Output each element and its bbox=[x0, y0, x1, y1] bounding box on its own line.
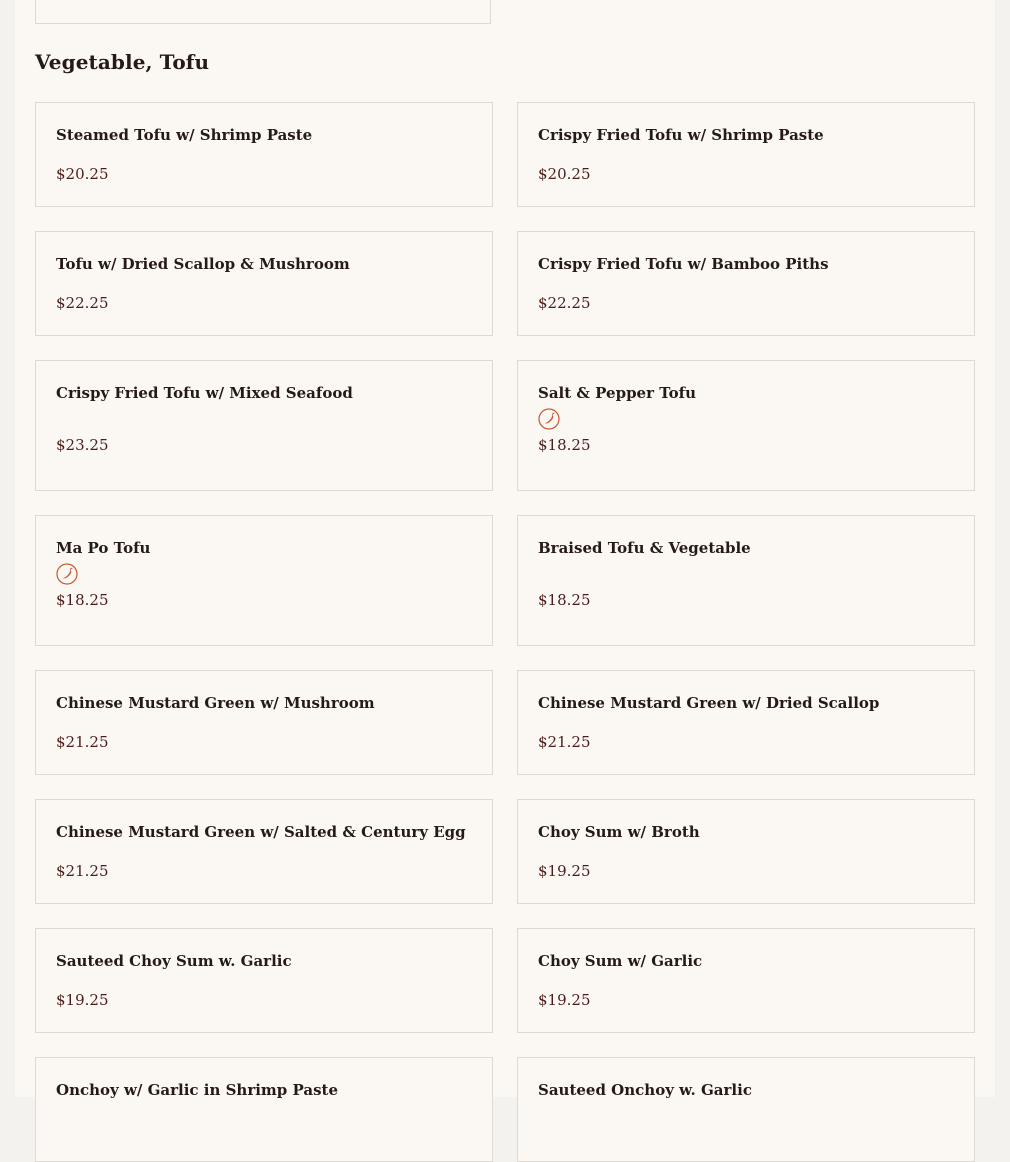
menu-item-name: Crispy Fried Tofu w/ Bamboo Piths bbox=[538, 255, 829, 273]
icon-spacer bbox=[538, 558, 954, 590]
spicy-pepper-icon bbox=[538, 408, 560, 430]
menu-item-name: Crispy Fried Tofu w/ Shrimp Paste bbox=[538, 126, 824, 144]
menu-item-card[interactable] bbox=[35, 360, 493, 491]
menu-item-name: Tofu w/ Dried Scallop & Mushroom bbox=[56, 255, 350, 273]
menu-item-card[interactable] bbox=[35, 231, 493, 336]
menu-item-name: Crispy Fried Tofu w/ Mixed Seafood bbox=[56, 384, 353, 402]
menu-item-card[interactable] bbox=[35, 928, 493, 1033]
menu-item-price: $18.25 bbox=[538, 436, 591, 454]
menu-item-card[interactable] bbox=[35, 799, 493, 904]
icon-spacer bbox=[56, 403, 472, 435]
menu-item-grid bbox=[35, 102, 975, 1162]
menu-item-name: Chinese Mustard Green w/ Dried Scallop bbox=[538, 694, 880, 712]
previous-section-card[interactable] bbox=[35, 0, 491, 24]
menu-item-card[interactable] bbox=[35, 515, 493, 646]
menu-item-price: $21.25 bbox=[538, 733, 591, 751]
menu-item-card[interactable] bbox=[517, 231, 975, 336]
menu-item-price: $21.25 bbox=[56, 733, 109, 751]
menu-item-price: $22.25 bbox=[538, 294, 591, 312]
spice-indicator bbox=[56, 558, 472, 590]
menu-item-price: $18.25 bbox=[56, 591, 109, 609]
menu-item-name: Onchoy w/ Garlic in Shrimp Paste bbox=[56, 1081, 339, 1099]
menu-item-price: $23.25 bbox=[56, 436, 109, 454]
spicy-pepper-icon bbox=[56, 563, 78, 585]
menu-item-name: Choy Sum w/ Broth bbox=[538, 823, 700, 841]
menu-item-name: Choy Sum w/ Garlic bbox=[538, 952, 703, 970]
menu-item-card[interactable] bbox=[517, 670, 975, 775]
menu-item-name: Chinese Mustard Green w/ Salted & Century Egg bbox=[56, 823, 466, 841]
menu-item-price: $19.25 bbox=[538, 991, 591, 1009]
menu-item-name: Braised Tofu & Vegetable bbox=[538, 539, 751, 557]
menu-item-name: Salt & Pepper Tofu bbox=[538, 384, 697, 402]
menu-item-price: $22.25 bbox=[56, 294, 109, 312]
menu-item-card[interactable] bbox=[517, 515, 975, 646]
menu-item-card[interactable] bbox=[517, 928, 975, 1033]
menu-item-price: $20.25 bbox=[538, 165, 591, 183]
section-title: Vegetable, Tofu bbox=[35, 50, 210, 74]
menu-item-card[interactable] bbox=[517, 1057, 975, 1162]
menu-item-price: $19.25 bbox=[538, 862, 591, 880]
menu-item-card[interactable] bbox=[35, 1057, 493, 1162]
menu-item-name: Ma Po Tofu bbox=[56, 539, 151, 557]
menu-item-price: $18.25 bbox=[538, 591, 591, 609]
menu-item-name: Steamed Tofu w/ Shrimp Paste bbox=[56, 126, 313, 144]
menu-item-card[interactable] bbox=[35, 670, 493, 775]
menu-item-price: $20.25 bbox=[56, 165, 109, 183]
menu-item-price: $21.25 bbox=[56, 862, 109, 880]
menu-item-name: Sauteed Onchoy w. Garlic bbox=[538, 1081, 752, 1099]
menu-item-name: Sauteed Choy Sum w. Garlic bbox=[56, 952, 292, 970]
spice-indicator bbox=[538, 403, 954, 435]
menu-item-name: Chinese Mustard Green w/ Mushroom bbox=[56, 694, 375, 712]
menu-panel bbox=[15, 0, 995, 1097]
menu-item-card[interactable] bbox=[35, 102, 493, 207]
menu-item-card[interactable] bbox=[517, 799, 975, 904]
menu-item-card[interactable] bbox=[517, 102, 975, 207]
menu-item-price: $19.25 bbox=[56, 991, 109, 1009]
menu-item-card[interactable] bbox=[517, 360, 975, 491]
